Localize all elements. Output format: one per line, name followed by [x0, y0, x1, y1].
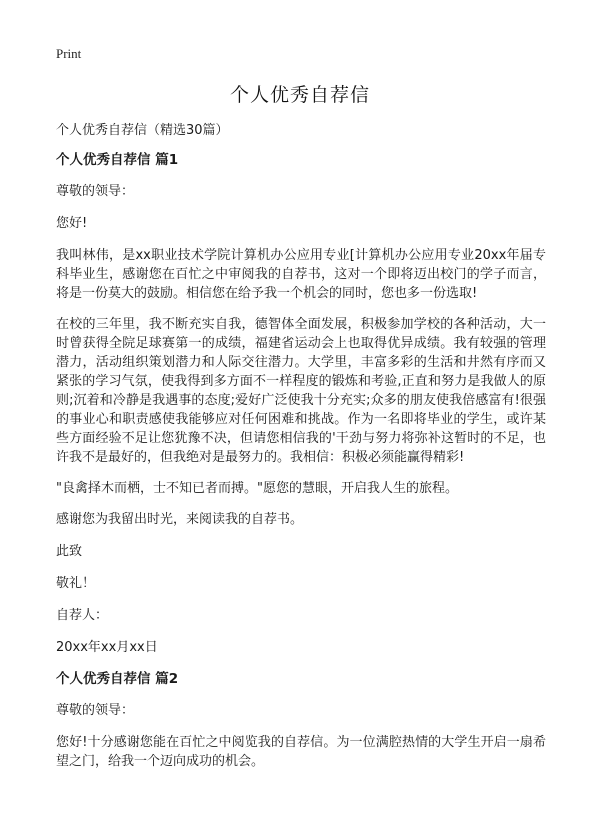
section-heading-1: 个人优秀自荐信 篇1	[56, 152, 179, 168]
section-heading-2: 个人优秀自荐信 篇2	[56, 671, 179, 687]
body-paragraph: "良禽择木而栖，士不知已者而搏。"愿您的慧眼，开启我人生的旅程。	[56, 481, 458, 496]
salutation: 尊敬的领导：	[56, 703, 135, 718]
body-paragraph: 我叫林伟，是xx职业技术学院计算机办公应用专业[计算机办公应用专业20xx年届专科毕业生，感谢您在百忙之中审阅我的自荐书，这对一个即将迈出校门的学子而言，将是一份莫大的鼓励。相信您在给予我一个机会的同时，您也多一份选取!	[56, 248, 546, 301]
closing-line: 此致	[56, 544, 83, 559]
body-paragraph: 您好!十分感谢您能在百忙之中阅览我的自荐信。为一位满腔热情的大学生开启一扇希望之门，给我一个迈向成功的机会。	[56, 735, 546, 769]
document-subtitle: 个人优秀自荐信（精选30篇）	[56, 123, 229, 138]
document-body	[56, 121, 546, 783]
salutation: 尊敬的领导：	[56, 184, 135, 199]
page-title: 个人优秀自荐信	[229, 84, 370, 106]
body-paragraph: 感谢您为我留出时光，来阅读我的自荐书。	[56, 512, 304, 527]
print-label: Print	[56, 46, 82, 61]
greeting: 您好!	[56, 216, 88, 231]
signature-date: 20xx年xx月xx日	[56, 640, 158, 655]
closing-line: 敬礼！	[56, 576, 96, 591]
signature-label: 自荐人：	[56, 608, 109, 623]
body-paragraph: 在校的三年里，我不断充实自我，德智体全面发展，积极参加学校的各种活动，大一时曾获得全院足球赛第一的成绩，福建省运动会上也取得优异成绩。我有较强的管理潜力，活动组织策划潜力和人际交往潜力。大学里，丰富多彩的生活和井然有序而又紧张的学习气氛，使我得到多方面不一样程度的锻炼和考验,正直和努力是我做人的原则;沉着和冷静是我遇事的态度;爱好广泛使我十分充实;众多的朋友使我倍感富有!很强的事业心和职责感使我能够应对任何困难和挑战。作为一名即将毕业的学生，或许某些方面经验不足让您犹豫不决，但请您相信我的'干劲与努力将弥补这暂时的不足，也许我不是最好的，但我绝对是最努力的。我相信：积极必须能赢得精彩!	[56, 317, 546, 465]
